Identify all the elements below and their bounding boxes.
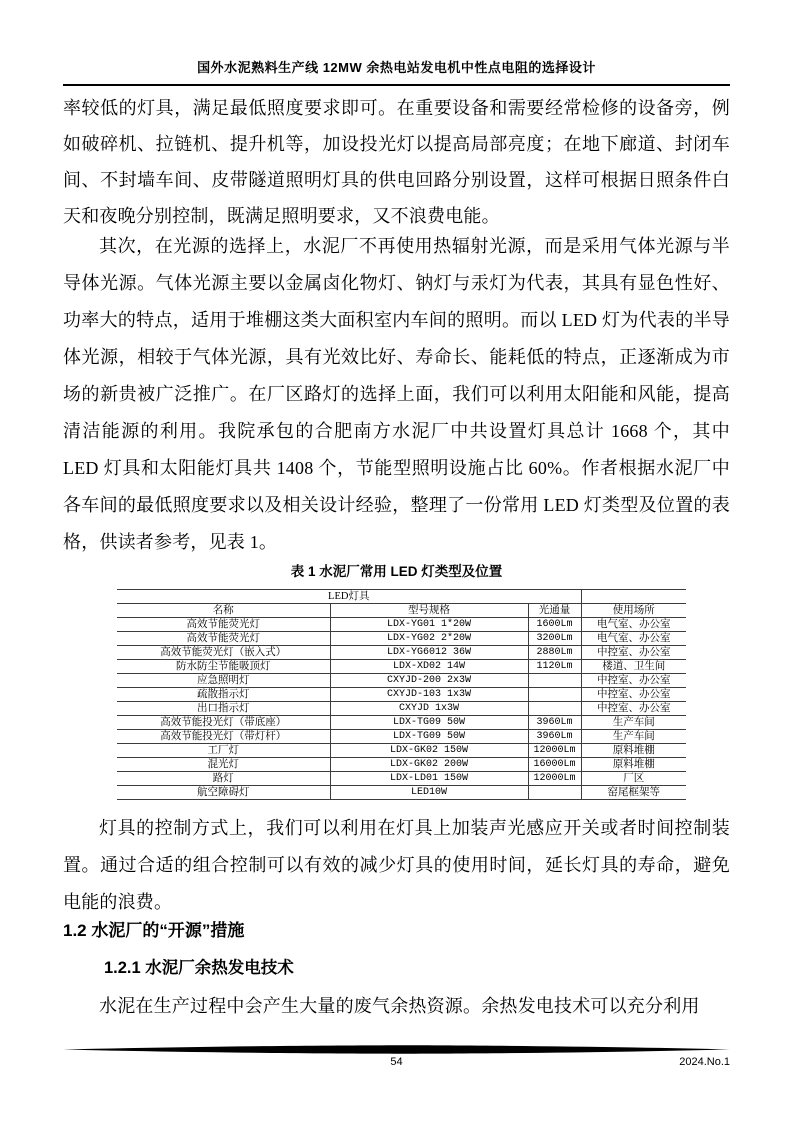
table-row <box>117 716 686 730</box>
table-header-row <box>117 604 686 618</box>
cell-model: LDX-TG09 50W <box>330 716 528 730</box>
table-caption: 表 1 水泥厂常用 LED 灯类型及位置 <box>290 564 503 579</box>
footer-issue-label: 2024.No.1 <box>679 1056 730 1068</box>
cell-name: 疏散指示灯 <box>117 688 330 702</box>
cell-name: 路灯 <box>117 772 330 786</box>
cell-place: 中控室、办公室 <box>581 688 686 702</box>
cell-lumen: 1600Lm <box>528 618 581 632</box>
table-row <box>117 772 686 786</box>
cell-model: LDX-YG01 1*20W <box>330 618 528 632</box>
cell-place: 原料堆棚 <box>581 758 686 772</box>
footer-rule <box>63 1045 730 1054</box>
cell-name: 防水防尘节能吸顶灯 <box>117 660 330 674</box>
cell-name: 高效节能荧光灯 <box>117 618 330 632</box>
cell-model: LDX-XD02 14W <box>330 660 528 674</box>
cell-lumen <box>528 702 581 716</box>
cell-lumen: 2880Lm <box>528 646 581 660</box>
column-header-place: 使用场所 <box>581 604 686 618</box>
cell-lumen: 12000Lm <box>528 772 581 786</box>
cell-name: 高效节能投光灯（带灯杆） <box>117 730 330 744</box>
cell-place: 楼道、卫生间 <box>581 660 686 674</box>
cell-model: LDX-LD01 150W <box>330 772 528 786</box>
column-header-lumen: 光通量 <box>528 604 581 618</box>
cell-name: 航空障碍灯 <box>117 786 330 800</box>
cell-model: LDX-GK02 200W <box>330 758 528 772</box>
cell-lumen: 12000Lm <box>528 744 581 758</box>
table-group-empty-cell <box>581 590 686 604</box>
led-lamp-table <box>117 589 686 800</box>
cell-place: 原料堆棚 <box>581 744 686 758</box>
cell-name: 高效节能荧光灯（嵌入式） <box>117 646 330 660</box>
cell-name: 应急照明灯 <box>117 674 330 688</box>
table-row <box>117 674 686 688</box>
cell-place: 中控室、办公室 <box>581 702 686 716</box>
table-row <box>117 730 686 744</box>
column-header-model: 型号规格 <box>330 604 528 618</box>
body-paragraph-3: 灯具的控制方式上，我们可以利用在灯具上加装声光感应开关或者时间控制装置。通过合适的组合控制可以有效的减少灯具的使用时间，延长灯具的寿命，避免电能的浪费。 <box>63 818 730 912</box>
section-heading-1-2-1: 1.2.1 水泥厂余热发电技术 <box>104 959 294 977</box>
cell-place: 中控室、办公室 <box>581 646 686 660</box>
cell-place: 电气室、办公室 <box>581 632 686 646</box>
cell-model: LDX-GK02 150W <box>330 744 528 758</box>
cell-model: CXYJD 1x3W <box>330 702 528 716</box>
cell-model: LDX-YG6012 36W <box>330 646 528 660</box>
body-paragraph-1: 率较低的灯具，满足最低照度要求即可。在重要设备和需要经常检修的设备旁，例如破碎机、拉链机、提升机等，加设投光灯以提高局部亮度；在地下廊道、封闭车间、不封墙车间、皮带隧道照明灯具的供电回路分别设置，这样可根据日照条件白天和夜晚分别控制，既满足照明要求，又不浪费电能。 <box>63 98 730 226</box>
table-group-row <box>117 590 686 604</box>
cell-place: 窑尾框架等 <box>581 786 686 800</box>
cell-lumen: 3200Lm <box>528 632 581 646</box>
running-header-title: 国外水泥熟料生产线 12MW 余热电站发电机中性点电阻的选择设计 <box>197 60 596 75</box>
table-row <box>117 632 686 646</box>
table-row <box>117 744 686 758</box>
cell-model: LDX-TG09 50W <box>330 730 528 744</box>
cell-place: 中控室、办公室 <box>581 674 686 688</box>
table-row <box>117 688 686 702</box>
table-row <box>117 758 686 772</box>
cell-model: LDX-YG02 2*20W <box>330 632 528 646</box>
cell-lumen: 3960Lm <box>528 716 581 730</box>
cell-model: LED10W <box>330 786 528 800</box>
cell-name: 高效节能投光灯（带底座） <box>117 716 330 730</box>
table-group-header: LED灯具 <box>117 590 581 604</box>
cell-lumen: 16000Lm <box>528 758 581 772</box>
cell-name: 工厂灯 <box>117 744 330 758</box>
cell-place: 厂区 <box>581 772 686 786</box>
cell-place: 生产车间 <box>581 716 686 730</box>
body-paragraph-2: 其次，在光源的选择上，水泥厂不再使用热辐射光源，而是采用气体光源与半导体光源。气体光源主要以金属卤化物灯、钠灯与汞灯为代表，其具有显色性好、功率大的特点，适用于堆棚这类大面积室内车间的照明。而以 LED 灯为代表的半导体光源，相较于气体光源，具有光效比好、寿命长、能耗低的特点，正逐渐成为市场的新贵被广泛推广。在厂区路灯的选择上面，我们可以利用太阳能和风能，提高清洁能源的利用。我院承包的合肥南方水泥厂中共设置灯具总计 1668 个，其中 LED 灯具和太阳能灯具共 1408 个，节能型照明设施占比 60%。作者根据水泥厂中各车间的最低照度要求以及相关设计经验，整理了一份常用 LED 灯类型及位置的表格，供读者参考，见表 1。 <box>63 236 730 552</box>
footer-page-number: 54 <box>390 1056 403 1068</box>
cell-name: 出口指示灯 <box>117 702 330 716</box>
table-row <box>117 618 686 632</box>
cell-lumen: 3960Lm <box>528 730 581 744</box>
cell-model: CXYJD-103 1x3W <box>330 688 528 702</box>
cell-place: 生产车间 <box>581 730 686 744</box>
table-row <box>117 702 686 716</box>
cell-lumen <box>528 674 581 688</box>
column-header-name: 名称 <box>117 604 330 618</box>
table-row <box>117 786 686 800</box>
cell-name: 混光灯 <box>117 758 330 772</box>
cell-lumen: 1120Lm <box>528 660 581 674</box>
table-row <box>117 660 686 674</box>
section-heading-1-2: 1.2 水泥厂的“开源”措施 <box>63 921 245 940</box>
cell-model: CXYJD-200 2x3W <box>330 674 528 688</box>
body-paragraph-4: 水泥在生产过程中会产生大量的废气余热资源。余热发电技术可以充分利用 <box>99 996 700 1016</box>
cell-lumen <box>528 688 581 702</box>
cell-name: 高效节能荧光灯 <box>117 632 330 646</box>
table-row <box>117 646 686 660</box>
cell-lumen <box>528 786 581 800</box>
header-rule <box>63 84 730 86</box>
cell-place: 电气室、办公室 <box>581 618 686 632</box>
